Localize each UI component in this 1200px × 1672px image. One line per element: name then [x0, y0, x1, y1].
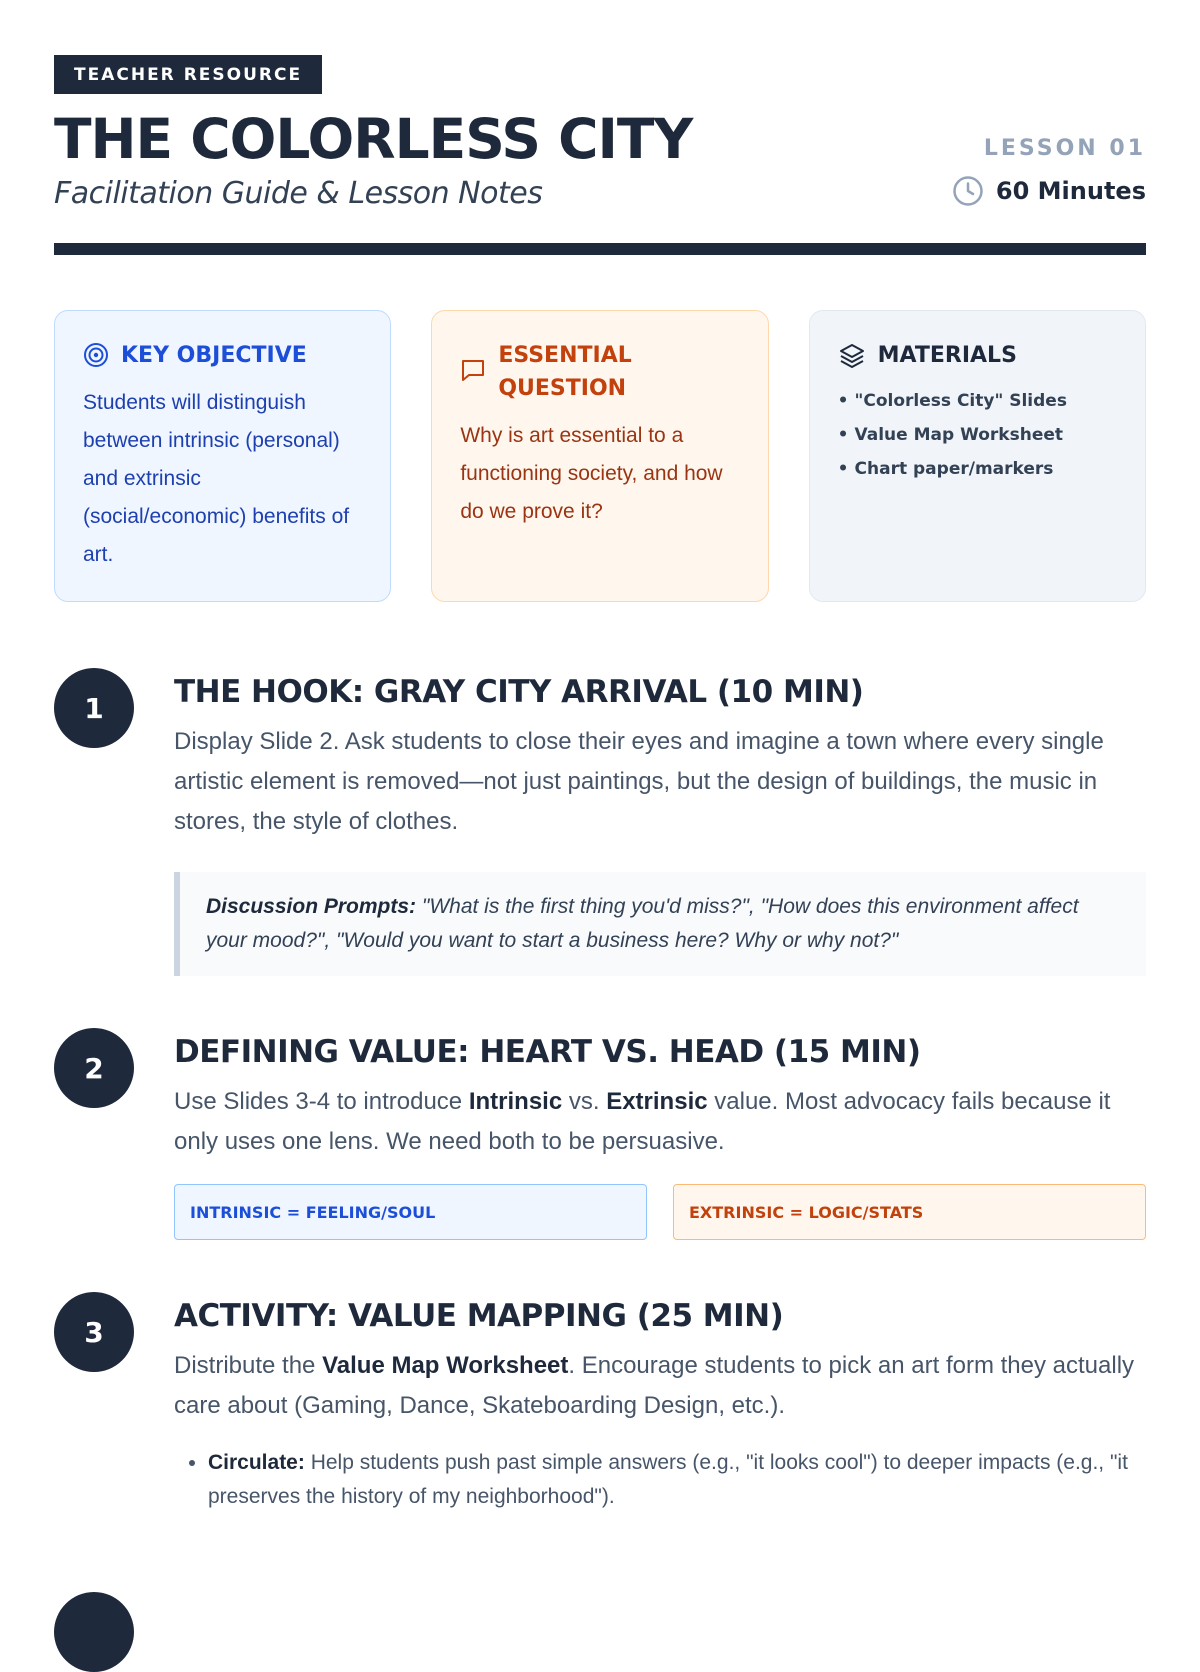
title-block: [54, 94, 692, 211]
list-item: • Chart paper/markers: [838, 452, 1117, 486]
resource-badge: TEACHER RESOURCE: [54, 55, 322, 94]
step-number: 3: [54, 1292, 134, 1372]
activity-bullets: [174, 1446, 1146, 1514]
duration: [952, 175, 1146, 207]
list-item: • Value Map Worksheet: [838, 418, 1117, 452]
bullet-label: Circulate:: [208, 1451, 305, 1474]
body-text: Distribute the: [174, 1352, 323, 1379]
key-objective-card: [54, 310, 391, 602]
clock-icon: [952, 175, 984, 207]
header-divider: [54, 243, 1146, 255]
card-title: MATERIALS: [877, 343, 1017, 368]
section-title: DEFINING VALUE: HEART VS. HEAD (15 MIN): [174, 1034, 921, 1070]
section-body: [174, 1082, 1146, 1162]
discussion-prompts: [174, 872, 1146, 976]
section-title: THE HOOK: GRAY CITY ARRIVAL (10 MIN): [174, 674, 864, 710]
lesson-number: LESSON 01: [983, 136, 1146, 161]
card-title: [498, 339, 631, 405]
section-defining-value: [54, 1028, 1146, 1240]
materials-card: [809, 310, 1146, 602]
card-body: Why is art essential to a functioning society, and how do we prove it?: [460, 424, 723, 523]
duration-text: 60 Minutes: [995, 177, 1146, 205]
page-title: THE COLORLESS CITY: [54, 107, 693, 171]
list-item: • "Colorless City" Slides: [838, 384, 1117, 418]
body-bold-intrinsic: Intrinsic: [468, 1088, 563, 1115]
card-header: [83, 339, 362, 372]
target-icon: [83, 342, 109, 368]
section-body: Display Slide 2. Ask students to close their eyes and imagine a town where every single artistic element is removed—not just paintings, but the design of buildings, the music in stores, the style of clothes.: [174, 728, 1104, 835]
list-item: [208, 1446, 1146, 1514]
prompt-label: Discussion Prompts:: [206, 895, 417, 918]
next-step-number: [54, 1592, 134, 1672]
section-title: ACTIVITY: VALUE MAPPING (25 MIN): [174, 1298, 784, 1334]
section-body: [174, 1346, 1146, 1426]
essential-question-card: [431, 310, 768, 602]
step-number: 2: [54, 1028, 134, 1108]
speech-bubble-icon: [460, 357, 486, 383]
body-text: . Encourage students to pick an art form they actually care about (Gaming, Dance, Skateboarding Design, etc.).: [174, 1352, 1135, 1419]
card-body: Students will distinguish between intrinsic (personal) and extrinsic (social/economic) benefits of art.: [83, 391, 350, 566]
body-text: vs.: [562, 1088, 607, 1115]
page-subtitle: Facilitation Guide & Lesson Notes: [54, 176, 543, 211]
card-title-line-2: QUESTION: [498, 376, 627, 401]
value-pills: [174, 1184, 1146, 1240]
lesson-meta: [952, 136, 1146, 211]
body-text: value. Most advocacy fails because it only uses one lens. We need both to be persuasive.: [174, 1088, 1111, 1155]
bullet-text: Help students push past simple answers (e.g., "it looks cool") to deeper impacts (e.g., "it preserves the history of my neighborhood").: [208, 1451, 1128, 1508]
card-title: KEY OBJECTIVE: [121, 343, 307, 368]
extrinsic-pill: EXTRINSIC = LOGIC/STATS: [673, 1184, 1146, 1240]
section-activity: [54, 1292, 1146, 1514]
body-bold-extrinsic: Extrinsic: [606, 1088, 708, 1115]
card-title-line-1: ESSENTIAL: [498, 343, 632, 368]
prompt-text: "What is the first thing you'd miss?", "How does this environment affect your mood?", "Would you want to start a business here? Why or why not?": [206, 895, 1079, 952]
materials-list: [838, 384, 1117, 486]
overview-cards: [54, 310, 1146, 602]
card-header: [838, 339, 1117, 372]
section-hook: [54, 668, 1146, 976]
header: [54, 94, 1146, 211]
body-bold-worksheet: Value Map Worksheet: [322, 1352, 569, 1379]
intrinsic-pill: INTRINSIC = FEELING/SOUL: [174, 1184, 647, 1240]
body-text: Use Slides 3-4 to introduce: [174, 1088, 469, 1115]
card-header: [460, 339, 739, 405]
layers-icon: [838, 342, 866, 370]
step-number: 1: [54, 668, 134, 748]
